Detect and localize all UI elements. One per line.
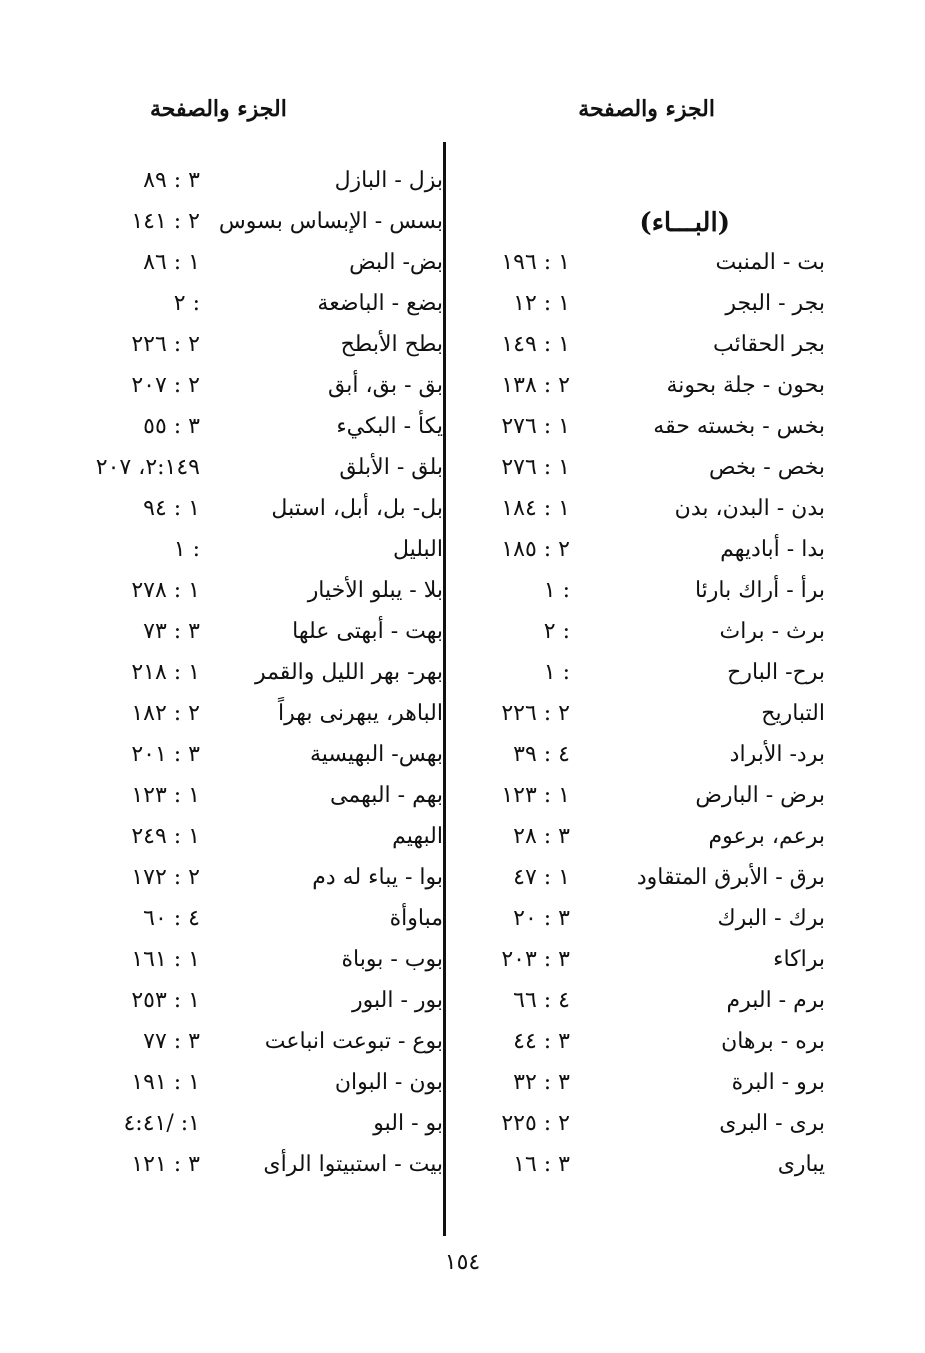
entry-term: بدن - البدن، بدن [674, 496, 825, 521]
entry-page-ref: ١ : ٤٧ [513, 865, 570, 890]
entry-page-ref: ١ : ١٦١ [131, 947, 200, 972]
index-entry [450, 865, 925, 906]
entry-term: بوب - بوباة [341, 947, 443, 972]
entry-term: بلا - يبلو الأخيار [307, 578, 443, 603]
entry-page-ref: ٣ : ٢٠ [513, 906, 570, 931]
page-number: ١٥٤ [444, 1250, 481, 1275]
index-entry [0, 701, 443, 742]
entry-term: بطح الأبطح [340, 332, 443, 357]
index-entry [450, 291, 925, 332]
index-entry [450, 783, 925, 824]
entry-page-ref: ١: /٤:٤١ [123, 1111, 200, 1136]
index-entry [0, 1070, 443, 1111]
index-entry [450, 1029, 925, 1070]
entry-page-ref: ١ : ٢١٨ [131, 660, 200, 685]
entry-term: بيت - استبيتوا الرأى [263, 1152, 443, 1177]
entry-page-ref: ١ : ١٢٣ [131, 783, 200, 808]
entry-term: بور - البور [352, 988, 443, 1013]
index-entry [450, 414, 925, 455]
index-entry [0, 783, 443, 824]
entry-page-ref: ١ : ٩٤ [143, 496, 200, 521]
index-entry [450, 332, 925, 373]
entry-page-ref: ٣ : ٣٢ [513, 1070, 570, 1095]
entry-page-ref: ١ : ١٢ [513, 291, 570, 316]
entry-term: برث - براث [719, 619, 825, 644]
entry-term: التباريح [761, 701, 825, 726]
index-entry [450, 906, 925, 947]
index-entry [0, 209, 443, 250]
entry-page-ref: ٣ : ٢٠١ [131, 742, 200, 767]
entry-page-ref: ١ : ٢٤٩ [131, 824, 200, 849]
entry-page-ref: ٤ : ٣٩ [513, 742, 570, 767]
index-entry [450, 455, 925, 496]
index-entry [450, 947, 925, 988]
index-entry [0, 168, 443, 209]
entry-term: بلق - الأبلق [339, 455, 443, 480]
index-entry [0, 742, 443, 783]
index-entry [0, 332, 443, 373]
entry-term: بدا - أباديهم [720, 537, 825, 562]
entry-term: بل- بل، أبل، استبل [271, 496, 443, 521]
entry-page-ref: ١ : ٢٧٨ [131, 578, 200, 603]
entry-term: بجر - البجر [725, 291, 825, 316]
index-entry [0, 496, 443, 537]
index-entry [0, 1111, 443, 1152]
index-entry [0, 1152, 443, 1193]
entry-term: برق - الأبرق المتقاود [636, 865, 825, 890]
index-entry [0, 455, 443, 496]
entry-page-ref: ١ : [543, 578, 570, 603]
index-entry [450, 742, 925, 783]
index-entry [0, 660, 443, 701]
index-entry [450, 824, 925, 865]
index-entry [450, 619, 925, 660]
entry-term: براكاء [773, 947, 825, 972]
index-entry [450, 1152, 925, 1193]
entry-page-ref: ١ : ١٩١ [131, 1070, 200, 1095]
entry-page-ref: ٢ : ١٨٥ [501, 537, 570, 562]
entry-term: بهم - البهمى [330, 783, 443, 808]
entry-term: بزل - البازل [334, 168, 443, 193]
entry-page-ref: ٣ : ١٢١ [131, 1152, 200, 1177]
index-entry [0, 537, 443, 578]
entry-term: برى - البرى [719, 1111, 825, 1136]
index-entry [450, 250, 925, 291]
index-entry [0, 824, 443, 865]
entry-term: برأ - أراك بارئا [694, 578, 825, 603]
entry-page-ref: ١ : ٢٥٣ [131, 988, 200, 1013]
entry-term: يكأ - البكيء [336, 414, 443, 439]
index-entry [0, 291, 443, 332]
entry-page-ref: ٢ : ١٧٢ [131, 865, 200, 890]
entry-page-ref: ٤ : ٦٦ [513, 988, 570, 1013]
entry-term: برد- الأبراد [729, 742, 825, 767]
entry-term: الباهر، يبهرنى بهراً [278, 701, 443, 726]
entry-term: البهيم [392, 824, 443, 849]
index-entry [0, 250, 443, 291]
entry-page-ref: ١ : ١٤٩ [501, 332, 570, 357]
entry-term: برك - البرك [717, 906, 825, 931]
index-entry [0, 988, 443, 1029]
entry-page-ref: ٣ : ٢٨ [513, 824, 570, 849]
entry-term: البليل [392, 537, 443, 562]
index-entry [0, 947, 443, 988]
entry-page-ref: ٣ : ٤٤ [513, 1029, 570, 1054]
section-title: (البـــاء) [639, 208, 730, 238]
entry-page-ref: ٤ : ٦٠ [143, 906, 200, 931]
entry-term: بره - برهان [721, 1029, 825, 1054]
entry-page-ref: ٢ : ٢٠٧ [131, 373, 200, 398]
index-entry [450, 537, 925, 578]
entry-term: بض- البض [349, 250, 443, 275]
entry-page-ref: ١ : [543, 660, 570, 685]
entry-page-ref: ٣ : ٨٩ [143, 168, 200, 193]
entry-term: برض - البارض [695, 783, 825, 808]
entry-page-ref: ١ : ١٩٦ [501, 250, 570, 275]
entry-term: بهس- البهيسية [309, 742, 443, 767]
entry-page-ref: ٣ : ٥٥ [143, 414, 200, 439]
index-entry [450, 373, 925, 414]
entry-term: بق - بق، أبق [327, 373, 443, 398]
index-entry [0, 578, 443, 619]
entry-page-ref: ٣ : ٧٧ [143, 1029, 200, 1054]
entry-term: بت - المنبت [715, 250, 825, 275]
index-entry [0, 414, 443, 455]
entry-page-ref: ١ : ٢٧٦ [501, 414, 570, 439]
entry-page-ref: ٢ : ٢٢٦ [131, 332, 200, 357]
entry-page-ref: ١ : [173, 537, 200, 562]
entry-term: برو - البرة [731, 1070, 825, 1095]
entry-term: بخص - بخص [709, 455, 825, 480]
entry-term: بجر الحقائب [712, 332, 825, 357]
index-entry [450, 578, 925, 619]
index-entry [450, 701, 925, 742]
entry-term: بوع - تبوعت انباعت [264, 1029, 443, 1054]
entry-page-ref: ١ : ٨٦ [143, 250, 200, 275]
entry-page-ref: ٣ : ٧٣ [143, 619, 200, 644]
entry-page-ref: ٢:١٤٩، ٢٠٧ [95, 455, 200, 480]
entry-page-ref: ٢ : [543, 619, 570, 644]
entry-page-ref: ١ : ١٢٣ [501, 783, 570, 808]
index-entry [450, 496, 925, 537]
entry-term: برم - البرم [726, 988, 825, 1013]
entry-page-ref: ٢ : ٢٢٦ [501, 701, 570, 726]
entry-term: برح- البارح [727, 660, 825, 685]
entry-term: بحون - جلة بحونة [666, 373, 825, 398]
entry-term: يبارى [777, 1152, 825, 1177]
entry-page-ref: ٣ : ٢٠٣ [501, 947, 570, 972]
index-entry [0, 906, 443, 947]
entry-page-ref: ٢ : ١٤١ [131, 209, 200, 234]
index-entry [0, 865, 443, 906]
entry-page-ref: ٢ : ١٣٨ [501, 373, 570, 398]
entry-page-ref: ٢ : ٢٢٥ [501, 1111, 570, 1136]
left-column-heading: الجزء والصفحة [150, 96, 287, 122]
entry-term: بسس - الإبساس بسوس [218, 209, 443, 234]
entry-term: بوا - يباء له دم [312, 865, 443, 890]
entry-term: بون - البوان [334, 1070, 443, 1095]
index-entry [450, 988, 925, 1029]
entry-term: مباوأة [389, 906, 443, 931]
entry-term: بهت - أبهتى علها [292, 619, 443, 644]
entry-term: برعم، برعوم [708, 824, 825, 849]
index-entry [450, 1111, 925, 1152]
entry-page-ref: ٣ : ١٦ [513, 1152, 570, 1177]
entry-term: بهر- بهر الليل والقمر [254, 660, 443, 685]
index-entry [450, 660, 925, 701]
entry-page-ref: ٢ : ١٨٢ [131, 701, 200, 726]
entry-page-ref: ١ : ٢٧٦ [501, 455, 570, 480]
index-entry [450, 1070, 925, 1111]
entry-term: بخس - بخسته حقه [653, 414, 825, 439]
index-entry [0, 1029, 443, 1070]
index-entry [0, 373, 443, 414]
entry-term: بو - البو [373, 1111, 443, 1136]
entry-term: بضع - الباضعة [317, 291, 443, 316]
index-entry [0, 619, 443, 660]
entry-page-ref: ٢ : [173, 291, 200, 316]
entry-page-ref: ١ : ١٨٤ [501, 496, 570, 521]
right-column-heading: الجزء والصفحة [578, 96, 715, 122]
